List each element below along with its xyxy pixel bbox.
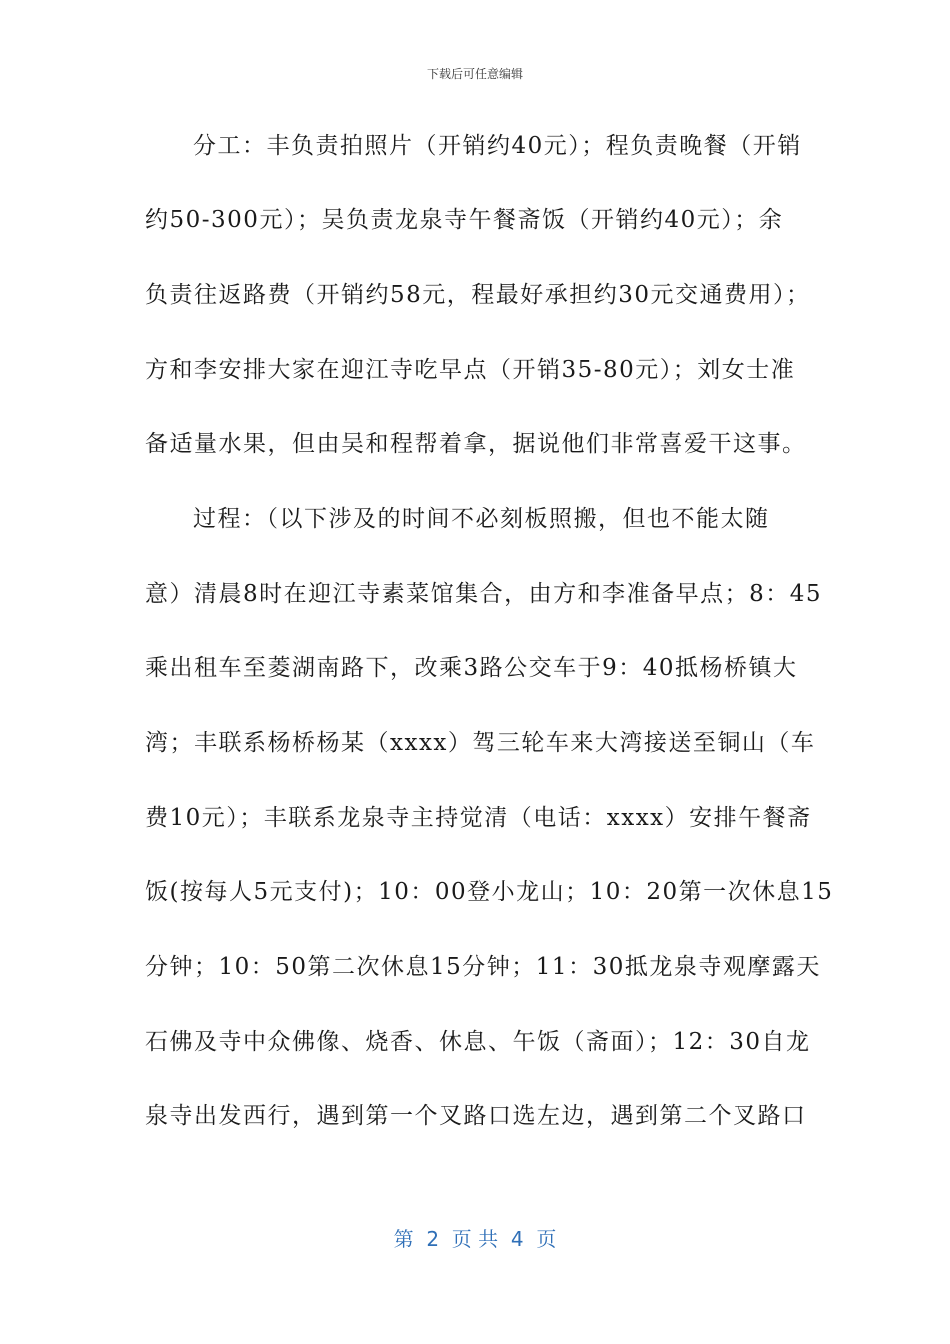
body-text-line: 分钟；10：50第二次休息15分钟；11：30抵龙泉寺观摩露天 [145,954,821,980]
body-text-line: 约50-300元）；吴负责龙泉寺午餐斋饭（开销约40元）；余 [145,207,784,233]
body-text-line: 饭(按每人5元支付)；10：00登小龙山；10：20第一次休息15 [145,879,834,905]
body-text-line: 负责往返路费（开销约58元，程最好承担约30元交通费用）； [145,282,811,308]
body-text-line: 分工：丰负责拍照片（开销约40元）；程负责晚餐（开销 [193,133,802,159]
body-text-line: 泉寺出发西行，遇到第一个叉路口选左边，遇到第二个叉路口 [145,1103,807,1129]
body-text-line: 石佛及寺中众佛像、烧香、休息、午饭（斋面）；12：30自龙 [145,1029,811,1055]
body-text-line: 过程：（以下涉及的时间不必刻板照搬，但也不能太随 [193,506,770,532]
page-number-footer: 第 2 页 共 4 页 [393,1227,557,1251]
body-text-line: 湾；丰联系杨桥杨某（xxxx）驾三轮车来大湾接送至铜山（车 [145,730,816,756]
body-text-line: 方和李安排大家在迎江寺吃早点（开销35-80元）；刘女士准 [145,357,796,383]
body-text-line: 费10元）；丰联系龙泉寺主持觉清（电话：xxxx）安排午餐斋 [145,805,812,831]
body-text-line: 备适量水果，但由吴和程帮着拿，据说他们非常喜爱干这事。 [145,431,807,457]
page-header: 下载后可任意编辑 [426,67,523,81]
body-text-line: 乘出租车至菱湖南路下，改乘3路公交车于9：40抵杨桥镇大 [145,655,798,681]
body-text-line: 意）清晨8时在迎江寺素菜馆集合，由方和李准备早点；8：45 [145,581,823,607]
